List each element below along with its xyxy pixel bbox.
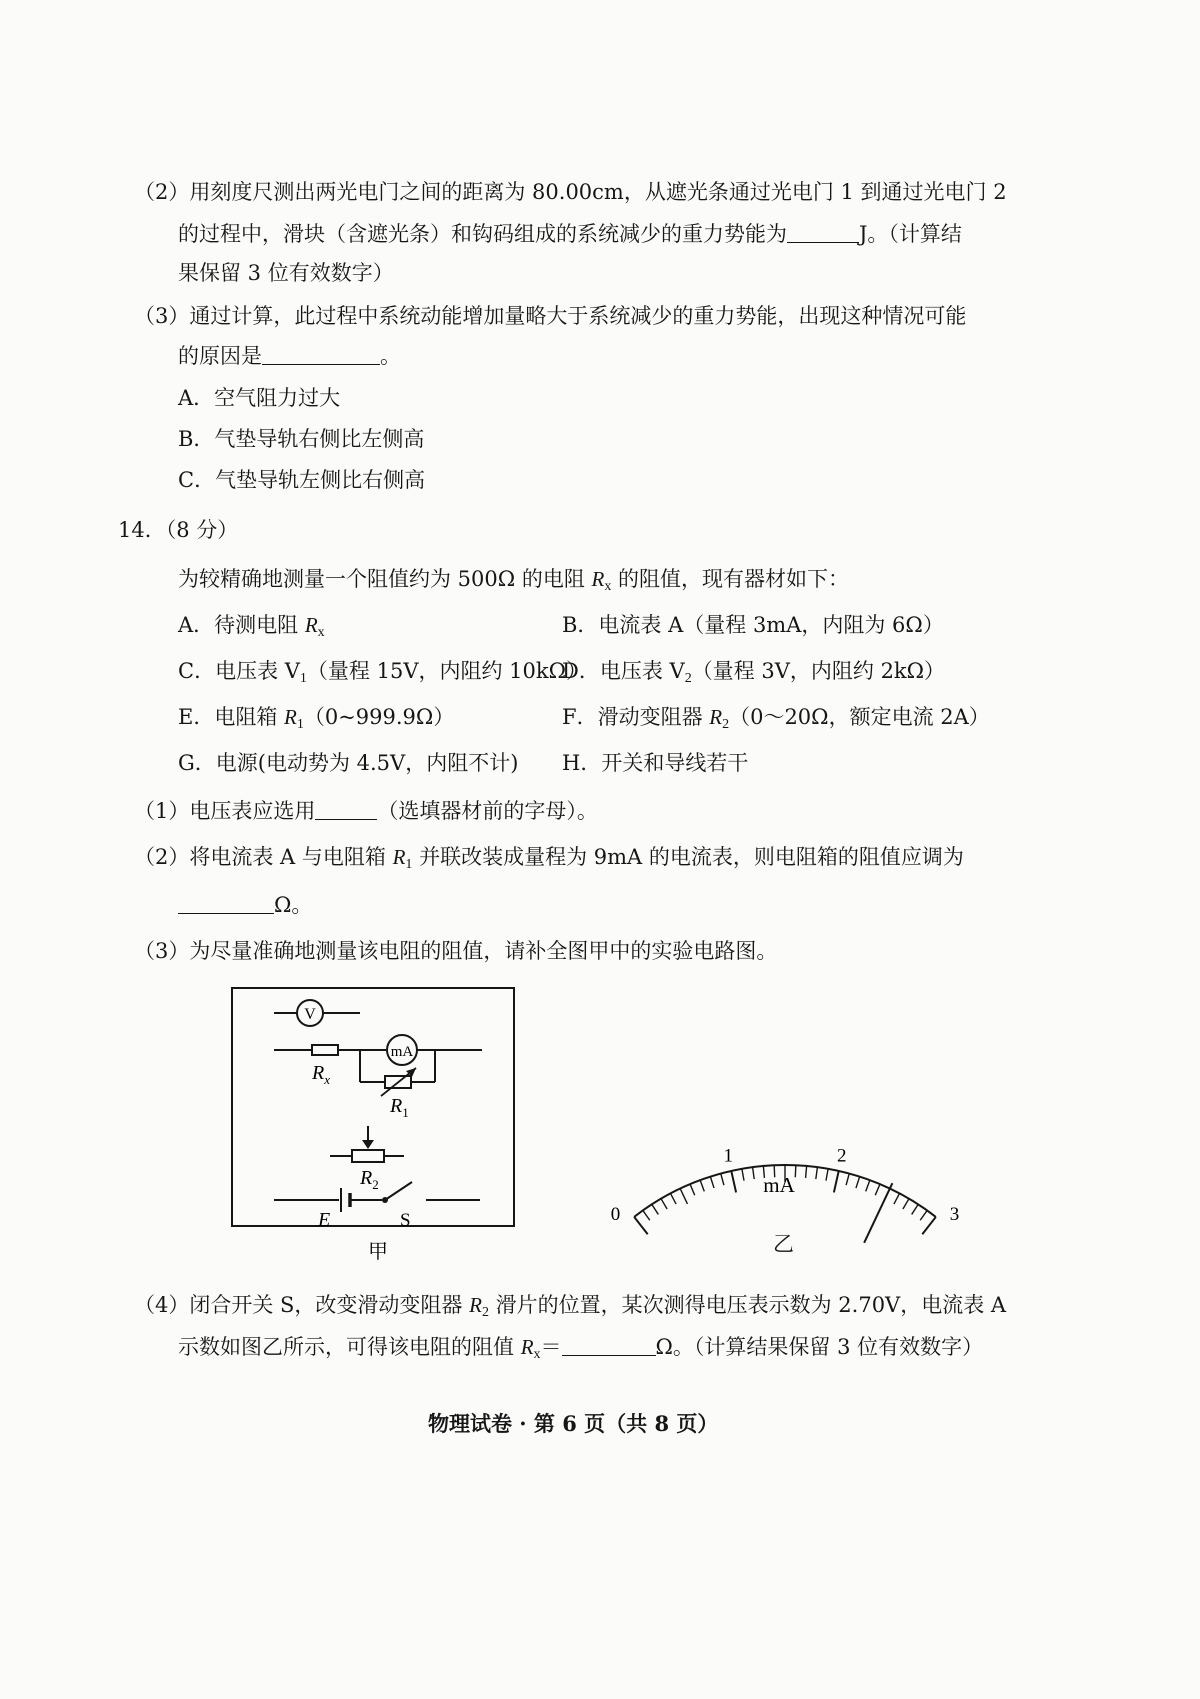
sub-2: 2 xyxy=(684,671,692,686)
answer-blank[interactable] xyxy=(315,799,377,820)
dial-scale-label: 0 xyxy=(610,1203,621,1225)
circuit-diagram xyxy=(230,986,520,1266)
sub-1: 1 xyxy=(296,717,304,732)
sub-1: 1 xyxy=(299,671,307,686)
q14-p4-text-b: 滑片的位置，某次测得电压表示数为 2.70V，电流表 A xyxy=(488,1293,1007,1317)
switch-icon xyxy=(385,1182,412,1200)
equipment-b: B．电流表 A（量程 3mA，内阻为 6Ω） xyxy=(562,613,944,637)
q14-p3-marker: （3） xyxy=(134,939,190,963)
q14-intro-text-b: 的阻值，现有器材如下： xyxy=(611,567,850,591)
q14-p3-text: 为尽量准确地测量该电阻的阻值，请补全图甲中的实验电路图。 xyxy=(189,939,778,963)
dial-tick xyxy=(834,1171,839,1192)
var-r: R xyxy=(591,567,605,591)
dial-tick xyxy=(643,1210,650,1220)
dial-tick xyxy=(700,1180,704,1191)
q14-p1 xyxy=(134,797,598,825)
equipment-f xyxy=(562,703,990,739)
equals-sign: ＝ xyxy=(540,1335,562,1359)
dial-tick xyxy=(912,1204,919,1214)
var-r: R xyxy=(520,1335,534,1359)
q14-p4-line1 xyxy=(134,1291,1006,1327)
q13-p2-text2a: 的过程中，滑块（含遮光条）和钩码组成的系统减少的重力势能为 xyxy=(178,222,787,246)
dial-tick xyxy=(806,1166,807,1178)
equipment-c-text-b: （量程 15V，内阻约 10kΩ） xyxy=(306,659,588,683)
q13-p3-line2 xyxy=(178,342,401,370)
q14-p2-line1 xyxy=(134,843,964,879)
q14-p1-text-a: 电压表应选用 xyxy=(189,799,316,823)
var-r: R xyxy=(392,845,406,869)
equipment-f-text-b: （0～20Ω，额定电流 2A） xyxy=(729,705,990,729)
figure-yi-caption: 乙 xyxy=(773,1232,794,1256)
var-r: R xyxy=(304,613,318,637)
q14-intro xyxy=(178,565,849,601)
q14-p2-text-a: 将电流表 A 与电阻箱 xyxy=(189,845,393,869)
dial-tick xyxy=(721,1174,724,1186)
r2-label: $R_2$ xyxy=(360,1167,379,1192)
dial-scale-label: 1 xyxy=(723,1145,733,1167)
equipment-a xyxy=(178,611,325,647)
sub-1: 1 xyxy=(405,857,413,872)
r1-label: $R_1$ xyxy=(390,1095,409,1120)
dial-tick xyxy=(894,1193,900,1204)
q13-p2-line2 xyxy=(178,220,962,248)
dial-scale-label: 2 xyxy=(837,1145,847,1167)
q14-p4-text-a: 闭合开关 S，改变滑动变阻器 xyxy=(189,1293,470,1317)
q13-p3-line1 xyxy=(134,302,966,330)
rheostat-r2-icon xyxy=(352,1150,384,1162)
dial-tick xyxy=(795,1165,796,1177)
equipment-h: H．开关和导线若干 xyxy=(562,751,749,775)
equipment-c xyxy=(178,657,587,693)
q14-p2-text-b: 并联改装成量程为 9mA 的电流表，则电阻箱的阻值应调为 xyxy=(412,845,964,869)
s-label: S xyxy=(400,1210,411,1231)
q14-header: 14．（8 分） xyxy=(118,518,239,542)
ammeter-label: mA xyxy=(390,1044,414,1060)
e-label: E xyxy=(318,1209,331,1231)
resistor-rx-icon xyxy=(312,1045,338,1055)
dial-tick xyxy=(856,1177,860,1188)
answer-blank[interactable] xyxy=(562,1335,656,1356)
dial-tick xyxy=(670,1193,676,1204)
sub-2: 2 xyxy=(481,1305,489,1320)
q14-intro-text-a: 为较精确地测量一个阻值约为 500Ω 的电阻 xyxy=(178,567,592,591)
rx-label: $R_x$ xyxy=(312,1062,330,1087)
dial-tick xyxy=(875,1184,880,1195)
equipment-c-text-a: C．电压表 V xyxy=(178,659,300,683)
dial-tick xyxy=(816,1167,818,1179)
option-c: C．气垫导轨左侧比右侧高 xyxy=(178,468,426,492)
q13-p3-marker: （3） xyxy=(134,304,190,328)
answer-blank[interactable] xyxy=(178,893,274,914)
dial-scale-label: 3 xyxy=(949,1203,960,1225)
dial-tick xyxy=(680,1189,687,1204)
dial-tick xyxy=(846,1174,849,1186)
dial-tick xyxy=(710,1177,714,1188)
q13-p2-marker: （2） xyxy=(134,180,190,204)
dial-tick xyxy=(753,1167,755,1179)
equipment-d-text-a: D．电压表 V xyxy=(562,659,685,683)
voltmeter-label: V xyxy=(304,1006,316,1023)
q13-p2-text1: 用刻度尺测出两光电门之间的距离为 80.00cm，从遮光条通过光电门 1 到通过光电门 2 xyxy=(189,180,1007,204)
q13-p3-text1: 通过计算，此过程中系统动能增加量略大于系统减少的重力势能，出现这种情况可能 xyxy=(189,304,967,328)
q14-p4-text-e: Ω。（计算结果保留 3 位有效数字） xyxy=(655,1335,984,1359)
q13-p2-line1 xyxy=(134,178,1007,206)
sub-2: 2 xyxy=(722,717,730,732)
q14-p3 xyxy=(134,937,777,965)
q14-p4-marker: （4） xyxy=(134,1293,190,1317)
equipment-e xyxy=(178,703,454,739)
dial-tick xyxy=(661,1199,667,1209)
q14-p1-text-b: （选填器材前的字母）。 xyxy=(377,799,598,823)
q13-p3-text2b: 。 xyxy=(380,344,401,368)
answer-blank[interactable] xyxy=(787,222,859,243)
dial-unit-label: mA xyxy=(763,1173,795,1197)
equipment-g: G．电源(电动势为 4.5V，内阻不计) xyxy=(178,751,519,775)
q14-p4-line2 xyxy=(178,1333,983,1369)
dial-tick xyxy=(634,1217,648,1234)
var-r: R xyxy=(709,705,723,729)
q13-p2-text2b: J。（计算结 xyxy=(859,222,962,246)
answer-blank[interactable] xyxy=(262,344,380,365)
equipment-d-text-b: （量程 3V，内阻约 2kΩ） xyxy=(691,659,946,683)
dial-tick xyxy=(903,1199,909,1209)
dial-tick xyxy=(866,1180,870,1191)
q13-p3-text2a: 的原因是 xyxy=(178,344,262,368)
sub-x: x xyxy=(604,579,612,594)
q14-p2-marker: （2） xyxy=(134,845,190,869)
equipment-e-text-b: （0~999.9Ω） xyxy=(303,705,455,729)
option-a: A．空气阻力过大 xyxy=(178,386,341,410)
q13-p2-line3: 果保留 3 位有效数字） xyxy=(178,261,394,285)
dial-tick xyxy=(652,1204,659,1214)
dial-pointer xyxy=(864,1183,892,1243)
dial-tick xyxy=(742,1169,744,1181)
var-r: R xyxy=(284,705,297,729)
page-footer: 物理试卷 · 第 6 页（共 8 页） xyxy=(428,1411,719,1436)
dial-tick xyxy=(690,1184,695,1195)
figure-jia-caption: 甲 xyxy=(368,1241,388,1263)
q14-p4-text-c: 示数如图乙所示，可得该电阻的阻值 xyxy=(178,1335,521,1359)
equipment-d xyxy=(562,657,945,693)
dial-tick xyxy=(826,1169,828,1181)
var-r: R xyxy=(469,1293,482,1317)
q14-p2-text-c: Ω。 xyxy=(274,893,313,917)
dial-tick xyxy=(731,1171,736,1192)
dial-tick xyxy=(920,1210,927,1220)
equipment-a-text: A．待测电阻 xyxy=(178,613,305,637)
sub-x: x xyxy=(533,1347,541,1362)
q14-p2-line2 xyxy=(178,891,312,919)
equipment-e-text-a: E．电阻箱 xyxy=(178,705,285,729)
equipment-f-text-a: F．滑动变阻器 xyxy=(562,705,710,729)
q14-p1-marker: （1） xyxy=(134,799,190,823)
sub-x: x xyxy=(317,625,325,640)
dial-tick xyxy=(922,1217,936,1234)
option-b: B．气垫导轨右侧比左侧高 xyxy=(178,427,425,451)
